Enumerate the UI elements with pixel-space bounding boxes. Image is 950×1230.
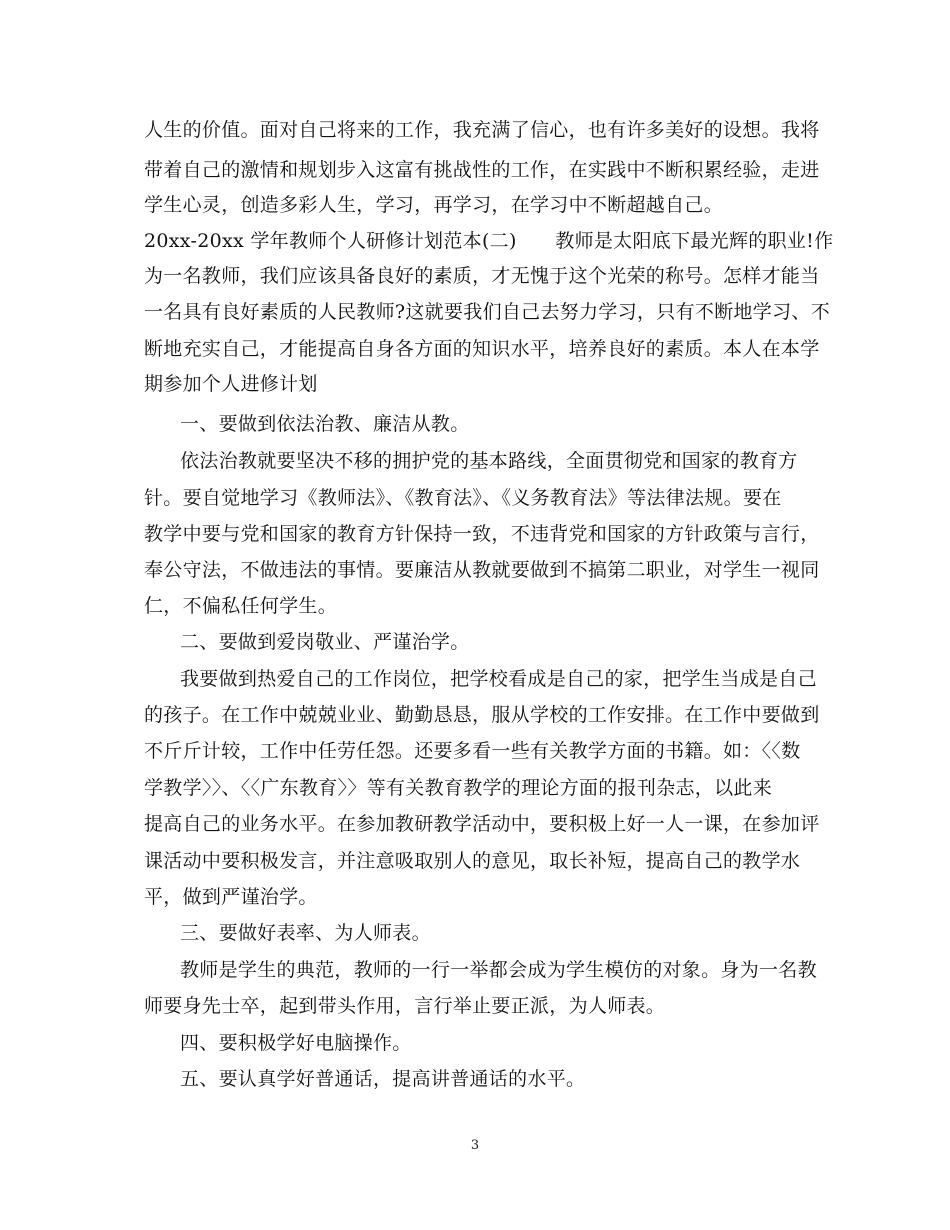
body-text-line: 人生的价值。面对自己将来的工作，我充满了信心，也有许多美好的设想。我将: [144, 119, 820, 141]
heading-3: 三、要做好表率、为人师表。: [180, 922, 431, 944]
page-number: 3: [470, 1138, 480, 1153]
heading-4: 四、要积极学好电脑操作。: [180, 1032, 412, 1054]
paragraph-2-line: 的孩子。在工作中兢兢业业、勤勤恳恳，服从学校的工作安排。在工作中要做到: [144, 704, 820, 726]
paragraph-2-line: 课活动中要积极发言，并注意吸取别人的意见，取长补短，提高自己的教学水: [144, 850, 801, 872]
heading-5: 五、要认真学好普通话，提高讲普通话的水平。: [180, 1068, 586, 1090]
section-title-line: 20xx-20xx 学年教师个人研修计划范本(二) 教师是太阳底下最光辉的职业!作: [144, 230, 834, 252]
paragraph-1-line: 依法治教就要坚决不移的拥护党的基本路线，全面贯彻党和国家的教育方: [180, 450, 798, 472]
body-text-line: 一名具有良好素质的人民教师?这就要我们自己去努力学习，只有不断地学习、不: [144, 301, 830, 323]
paragraph-2-line: 我要做到热爱自己的工作岗位，把学校看成是自己的家，把学生当成是自己: [180, 668, 817, 690]
body-text-line: 学生心灵，创造多彩人生，学习，再学习，在学习中不断超越自己。: [144, 194, 724, 216]
heading-2: 二、要做到爱岗敬业、严谨治学。: [180, 631, 470, 653]
body-text-line: 为一名教师，我们应该具备良好的素质，才无愧于这个光荣的称号。怎样才能当: [144, 265, 820, 287]
paragraph-1-line: 教学中要与党和国家的教育方针保持一致，不违背党和国家的方针政策与言行，: [144, 523, 820, 545]
paragraph-3-line: 教师是学生的典范，教师的一行一举都会成为学生模仿的对象。身为一名教: [180, 959, 817, 981]
heading-1: 一、要做到依法治教、廉洁从教。: [180, 413, 470, 435]
body-text-line: 断地充实自己，才能提高自身各方面的知识水平，培养良好的素质。本人在本学: [144, 338, 820, 360]
paragraph-1-line: 仁，不偏私任何学生。: [144, 595, 338, 617]
paragraph-2-line: 学教学〉〉、〈〈广东教育〉〉等有关教育教学的理论方面的报刊杂志，以此来: [144, 777, 773, 799]
paragraph-1-line: 奉公守法，不做违法的事情。要廉洁从教就要做到不搞第二职业，对学生一视同: [144, 559, 820, 581]
body-text-line: 带着自己的激情和规划步入这富有挑战性的工作，在实践中不断积累经验，走进: [144, 159, 820, 181]
body-text-line: 期参加个人进修计划: [144, 373, 318, 395]
paragraph-2-line: 平，做到严谨治学。: [144, 886, 318, 908]
paragraph-2-line: 不斤斤计较，工作中任劳任怨。还要多看一些有关教学方面的书籍。如：〈〈数: [144, 740, 801, 762]
paragraph-3-line: 师要身先士卒，起到带头作用，言行举止要正派，为人师表。: [144, 995, 666, 1017]
paragraph-2-line: 提高自己的业务水平。在参加教研教学活动中，要积极上好一人一课，在参加评: [144, 813, 820, 835]
paragraph-1-line: 针。要自觉地学习《教师法》、《教育法》、《义务教育法》等法律法规。要在: [144, 487, 782, 509]
